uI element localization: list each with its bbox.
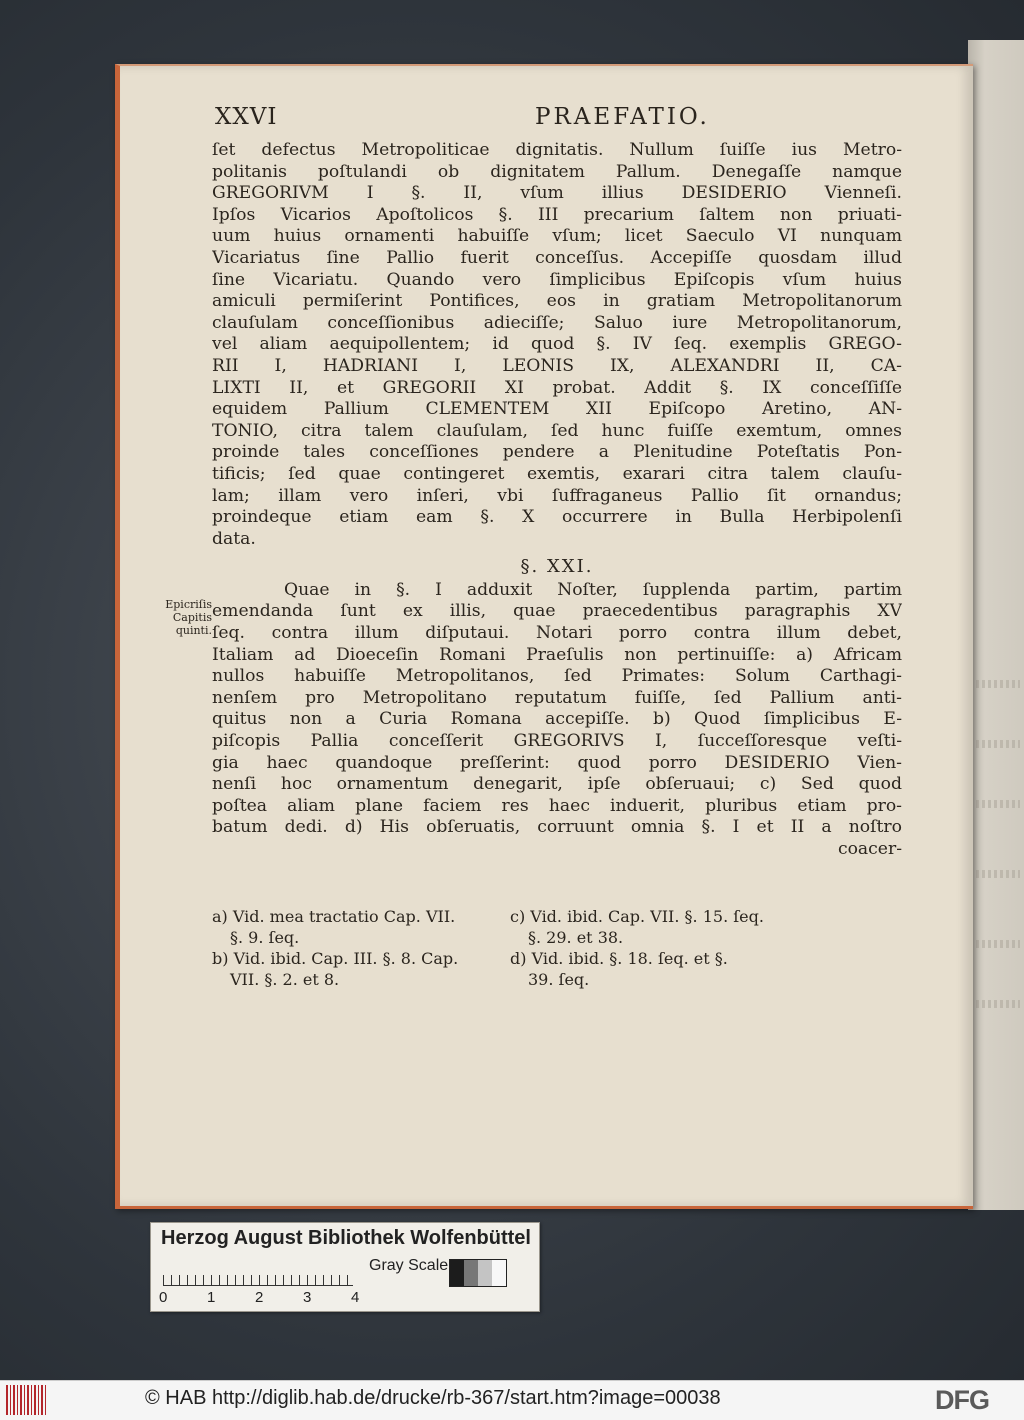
hab-logo-icon	[6, 1385, 46, 1415]
text-line: gia haec quandoque preſſerint: quod porro DESIDERIO Vien-	[212, 752, 902, 773]
running-title: PRAEFATIO.	[535, 104, 710, 130]
text-line: Italiam ad Dioeceſin Romani Praeſulis non pertinuiſſe: a) Africam	[212, 644, 902, 665]
footnote-line: VII. §. 2. et 8.	[230, 970, 340, 989]
facing-page-edge	[968, 40, 1024, 1210]
margin-note-line: Capitis	[172, 611, 212, 624]
text-line: Ipſos Vicarios Apoſtolicos §. III precarium ſaltem non priuati-	[212, 204, 902, 225]
ruler-tick-label: 2	[255, 1289, 264, 1306]
paragraph-2	[212, 580, 902, 861]
library-name: Herzog August Bibliothek Wolfenbüttel	[161, 1227, 531, 1249]
margin-note	[140, 598, 212, 637]
text-line: nenſem pro Metropolitano reputatum fuiſſe, ſed Pallium anti-	[212, 687, 902, 708]
gray-swatch-cell	[464, 1260, 478, 1286]
footnote-line: 39. ſeq.	[528, 970, 590, 989]
margin-note-line: quinti.	[175, 624, 212, 637]
text-line: vel aliam aequipollentem; id quod §. IV ſeq. exemplis GREGO-	[212, 334, 902, 355]
text-line: batum dedi. d) His obſeruatis, corruunt omnia §. I et II a noſtro	[212, 817, 902, 838]
text-line: proinde tales conceſſiones pendere a Plenitudine Poteſtatis Pon-	[212, 442, 902, 463]
section-heading: §. XXI.	[520, 556, 594, 578]
paragraph-1	[212, 140, 902, 550]
text-line: quitus non a Curia Romana accepiſſe. b) Quod ſimplicibus E-	[212, 709, 902, 730]
text-line: emendanda ſunt ex illis, quae praecedentibus paragraphis XV	[212, 601, 902, 622]
page-number: XXVI	[215, 104, 278, 130]
margin-note-line: Epicriſis	[165, 598, 212, 611]
ruler-tick-label: 1	[207, 1289, 216, 1306]
text-line: tificis; ſed quae contingeret exemtis, exarari citra talem clauſu-	[212, 463, 902, 484]
ruler-tick-label: 0	[159, 1289, 168, 1306]
text-line: LIXTI II, et GREGORII XI probat. Addit §. IX conceſſiſſe	[212, 377, 902, 398]
footnote-line: §. 9. ſeq.	[230, 928, 300, 947]
gray-swatch-cell	[492, 1260, 506, 1286]
library-color-card	[150, 1222, 540, 1312]
text-line: ſeq. contra illum diſputaui. Notari porro contra illum debet,	[212, 623, 902, 644]
text-line: amiculi permiſerint Pontifices, eos in gratiam Metropolitanorum	[212, 291, 902, 312]
dfg-logo: DFG	[935, 1385, 989, 1415]
text-line: Quae in §. I adduxit Noſter, ſupplenda partim, partim	[284, 579, 902, 600]
text-line: data.	[212, 528, 256, 549]
text-line: TONIO, citra talem clauſulam, ſed hunc fuiſſe exemtum, omnes	[212, 420, 902, 441]
text-line: equidem Pallium CLEMENTEM XII Epiſcopo Aretino, AN-	[212, 399, 902, 420]
text-line: piſcopis Pallia conceſſerit GREGORIVS I, ſucceſſoresque veſti-	[212, 731, 902, 752]
ruler-tick-label: 4	[351, 1289, 360, 1306]
text-line: clauſulam conceſſionibus adieciſſe; Saluo iure Metropolitanorum,	[212, 312, 902, 333]
gray-scale-swatch	[449, 1259, 507, 1287]
gray-swatch-cell	[450, 1260, 464, 1286]
copyright-link[interactable]: © HAB http://diglib.hab.de/drucke/rb-367/start.htm?image=00038	[145, 1387, 721, 1409]
text-line: uum huius ornamenti habuiſſe vſum; licet Saeculo VI nunquam	[212, 226, 902, 247]
text-line: poſtea aliam plane faciem res haec induerit, pluribus etiam pro-	[212, 795, 902, 816]
footnote-line: §. 29. et 38.	[528, 928, 624, 947]
text-line: nenſi hoc ornamentum denegarit, ipſe obſeruaui; c) Sed quod	[212, 774, 902, 795]
text-line: RII I, HADRIANI I, LEONIS IX, ALEXANDRI II, CA-	[212, 355, 902, 376]
text-line: ſet defectus Metropoliticae dignitatis. Nullum ſuiſſe ius Metro-	[212, 140, 902, 160]
footnote-line: c) Vid. ibid. Cap. VII. §. 15. ſeq.	[510, 907, 764, 926]
footnote-line: a) Vid. mea tractatio Cap. VII.	[212, 907, 456, 926]
text-line: GREGORIVM I §. II, vſum illius DESIDERIO Vienneſi.	[212, 183, 902, 204]
text-line: nullos habuiſſe Metropolitanos, ſed Primates: Solum Carthagi-	[212, 666, 902, 687]
footnotes-right	[510, 906, 905, 990]
text-line: proindeque etiam eam §. X occurrere in Bulla Herbipolenſi	[212, 507, 902, 528]
page-body	[212, 140, 902, 861]
ruler-tick-label: 3	[303, 1289, 312, 1306]
footnotes-left	[212, 906, 502, 990]
text-line: politanis poſtulandi ob dignitatem Pallum. Denegaſſe namque	[212, 161, 902, 182]
gray-swatch-cell	[478, 1260, 492, 1286]
text-line: Vicariatus ſine Pallio fuerit conceſſus. Accepiſſe quosdam illud	[212, 247, 902, 268]
text-line: lam; illam vero inſeri, vbi ſuffraganeus Pallio ſit ornandus;	[212, 485, 902, 506]
footer-bar	[0, 1380, 1024, 1420]
text-line: ſine Vicariatu. Quando vero ſimplicibus Epiſcopis vſum huius	[212, 269, 902, 290]
footnote-line: d) Vid. ibid. §. 18. ſeq. et §.	[510, 949, 728, 968]
footnote-line: b) Vid. ibid. Cap. III. §. 8. Cap.	[212, 949, 459, 968]
gray-scale-label: Gray Scale	[369, 1257, 449, 1274]
ruler-scale	[163, 1263, 353, 1286]
text-line: coacer-	[837, 839, 902, 859]
